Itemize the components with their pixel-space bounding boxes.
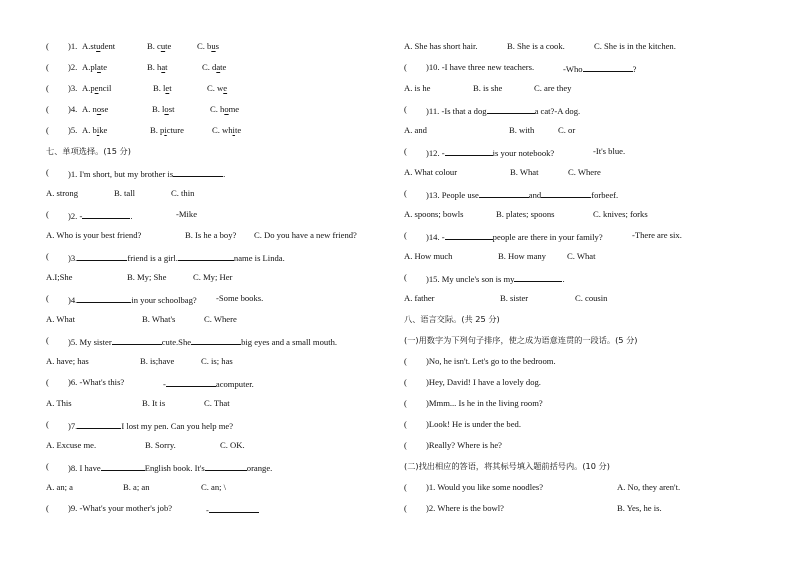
answer-blank[interactable] [101,461,145,471]
answer-blank[interactable] [82,209,130,219]
option-a[interactable]: A. What [46,314,75,324]
answer-blank[interactable] [205,461,247,471]
option-b[interactable]: B. What's [142,314,176,324]
phonics-option-b[interactable]: B. cute [147,41,172,51]
option-a[interactable]: A.I;She [46,272,73,282]
option-c[interactable]: C. an; \ [201,482,227,492]
option-b[interactable]: B. It is [142,398,166,408]
option-c[interactable]: C. What [567,251,596,261]
phonics-option-b[interactable]: B. hat [147,62,168,72]
option-c[interactable]: C. or [558,125,576,135]
phonics-option-c[interactable]: C. home [210,104,240,114]
option-c[interactable]: C. Where [568,167,601,177]
option-c[interactable]: C. are they [534,83,572,93]
answer-blank[interactable] [166,377,216,387]
option-b[interactable]: B. How many [498,251,546,261]
answer-blank[interactable] [77,293,131,303]
option-a[interactable]: A. Who is your best friend? [46,230,142,240]
answer-blank[interactable] [191,335,241,345]
part-1-title: (一)用数字为下列句子排序，使之成为语意连贯的一段话。(5 分) [404,335,638,345]
answer-blank[interactable] [173,167,223,177]
phonics-option-c[interactable]: C. we [207,83,228,93]
phonics-option-a[interactable]: A. bike [82,125,108,135]
match-answer: B. Yes, he is. [617,503,662,513]
answer-blank[interactable] [514,272,562,282]
option-b[interactable]: B. My; She [127,272,167,282]
answer-blank[interactable] [112,335,162,345]
option-a[interactable]: A. an; a [46,482,73,492]
phonics-option-c[interactable]: C. date [202,62,227,72]
option-c[interactable]: C. That [204,398,230,408]
option-a[interactable]: A. spoons; bowls [404,209,464,219]
answer-blank[interactable] [77,251,127,261]
option-a[interactable]: A. How much [404,251,453,261]
option-b[interactable]: B. Sorry. [145,440,176,450]
option-a[interactable]: A. and [404,125,427,135]
option-c[interactable]: C. Where [204,314,237,324]
answer-blank[interactable] [479,188,529,198]
option-b[interactable]: B. is;have [140,356,175,366]
option-b[interactable]: B. a; an [123,482,150,492]
option-b[interactable]: B. plates; spoons [496,209,555,219]
option-c[interactable]: C. OK. [220,440,245,450]
answer-blank[interactable] [178,251,234,261]
option-a[interactable]: A. This [46,398,72,408]
option-b[interactable]: B. Is he a boy? [185,230,237,240]
option-c[interactable]: C. cousin [575,293,608,303]
option-c[interactable]: C. She is in the kitchen. [594,41,676,51]
answer-blank[interactable] [445,146,493,156]
option-a[interactable]: A. She has short hair. [404,41,478,51]
phonics-option-a[interactable]: A.pencil [82,83,112,93]
answer-blank[interactable] [541,188,591,198]
option-a[interactable]: A. Excuse me. [46,440,97,450]
answer-blank[interactable] [487,104,535,114]
option-c[interactable]: C. Do you have a new friend? [254,230,357,240]
part-2-title: (二)找出相应的答语，将其标号填入题前括号内。(10 分) [404,461,610,471]
match-answer: A. No, they aren't. [617,482,681,492]
section-7-title: 七、单项选择。(15 分) [46,146,131,156]
answer-blank[interactable] [77,419,121,429]
section-8-title: 八、语言交际。(共 25 分) [404,314,500,324]
option-b[interactable]: B. sister [500,293,529,303]
option-a[interactable]: A. have; has [46,356,89,366]
option-c[interactable]: C. knives; forks [593,209,648,219]
phonics-option-b[interactable]: B. picture [150,125,184,135]
phonics-option-b[interactable]: B. lost [152,104,175,114]
phonics-option-b[interactable]: B. let [153,83,172,93]
phonics-option-a[interactable]: A.student [82,41,116,51]
right-column: A. She has short hair. B. She is a cook. C. She is in the kitchen. ( )10. -I have three new teachers. -Who ? A. is he B. is she C. are they ( )11. -Is that a dog a cat?-A dog. A. and B. with C. or ( )12. - is your notebook? -It's blue. A. What colour B. What C. Where ( )13. People use and forbeef. A. spoons; bowls B. plates; spoons C. knives; forks ( )14. - people are there in your family? -There are six. A. How much B. How many C. What ( )15. My uncle's son is my . A. father B. sister C. cousin 八、语言交际。(共 25 分) (一)用数字为下列句子排序，使之成为语意连贯的一段话。(5 分) ( )No, he isn't. Let's go to the bedroom. ( )Hey, David! I have a lovely dog. ( )Mmm... Is he in the living room? ( )Look! He is under the bed. ( )Really? Where is he? (二)找出相应的答语，将其标号填入题前括号内。(10 分) ( )1. Would you like some noodles? A. No, they aren't. ( )2. Where is the bowl? B. Yes, he is. [404,41,682,513]
option-a[interactable]: A. What colour [404,167,458,177]
option-a[interactable]: A. is he [404,83,431,93]
answer-blank[interactable] [209,503,259,513]
phonics-option-c[interactable]: C. bus [197,41,219,51]
phonics-option-a[interactable]: A.plate [82,62,108,72]
left-column: ( )1. A.student B. cute C. bus ( )2. A.plate B. hat C. date ( )3. A.pencil B. let C. we ( )4. A. nose B. lost C. home ( )5. A. bike B. picture C. white 七、单项选择。(15 分) ( )1. I'm short, but my brother is . A. strong B. tall C. thin ( )2. - . -Mike A. Who is your best friend? B. Is he a boy? C. Do you have a new friend? ( )3. friend is a girl. name is Linda. A.I;She B. My; She C. My; Her ( )4. in your schoolbag? -Some books. A. What B. What's C. Where ( )5. My sister cute.She big eyes and a small mouth. A. have; has B. is;have C. is; has ( )6. -What's this? - acomputer. A. This B. It is C. That ( )7. I lost my pen. Can you help me? A. Excuse me. B. Sorry. C. OK. ( )8. I have English book. It's orange. A. an; a B. a; an C. an; \ ( )9. -What's your mother's job? - [46,41,357,515]
option-a[interactable]: A. father [404,293,435,303]
answer-blank[interactable] [445,230,493,240]
option-a[interactable]: A. strong [46,188,78,198]
option-b[interactable]: B. tall [114,188,136,198]
answer-blank[interactable] [583,62,633,72]
option-c[interactable]: C. My; Her [193,272,233,282]
option-c[interactable]: C. is; has [201,356,233,366]
option-b[interactable]: B. is she [473,83,503,93]
phonics-option-c[interactable]: C. white [212,125,242,135]
option-c[interactable]: C. thin [171,188,195,198]
option-b[interactable]: B. She is a cook. [507,41,565,51]
option-b[interactable]: B. What [510,167,539,177]
phonics-option-a[interactable]: A. nose [82,104,109,114]
option-b[interactable]: B. with [509,125,535,135]
